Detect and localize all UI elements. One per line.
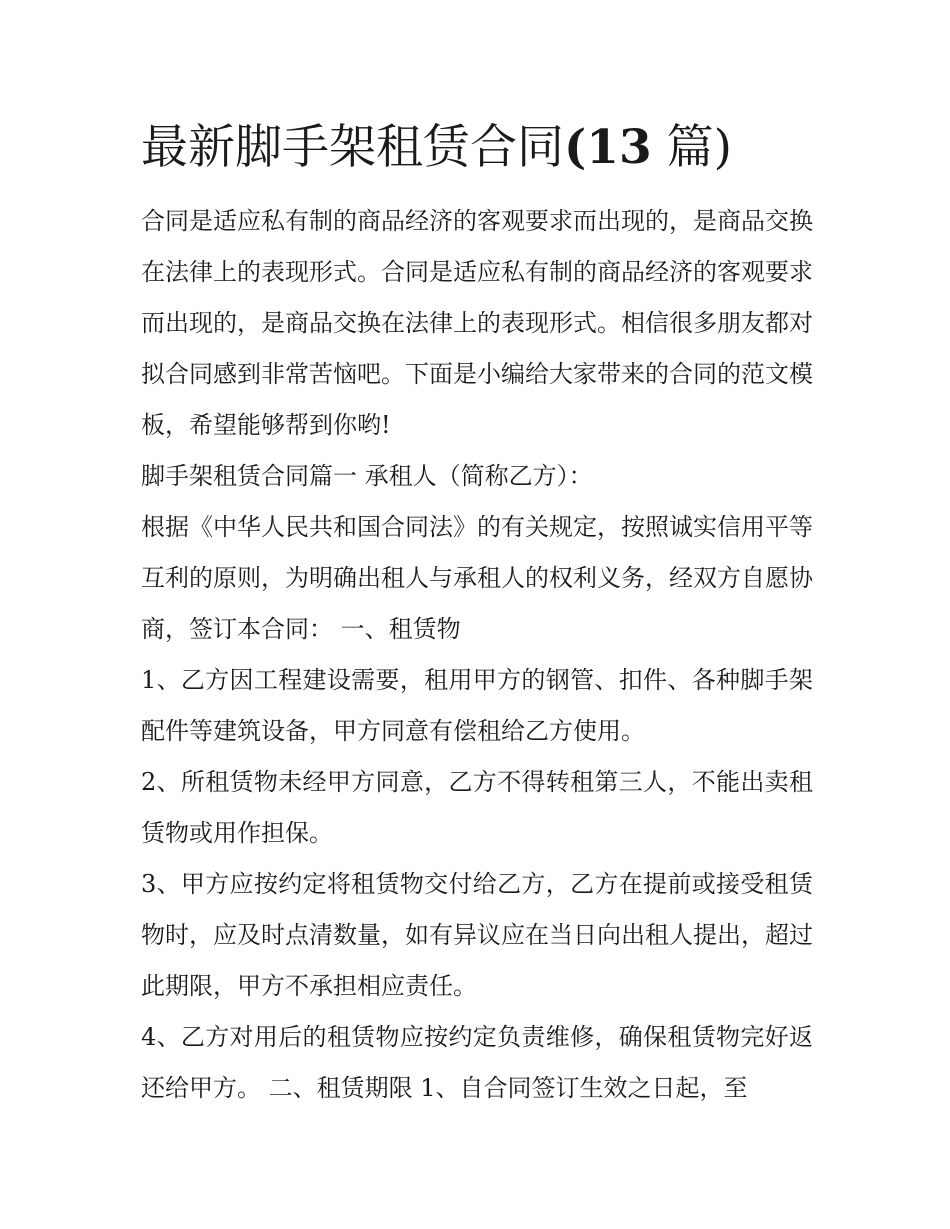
clause-3: 3、甲方应按约定将租赁物交付给乙方，乙方在提前或接受租赁物时，应及时点清数量，如有异议应在当日向出租人提出，超过此期限，甲方不承担相应责任。 [141,870,813,1000]
title-end: 篇) [651,120,732,175]
title-main: 最新脚手架租赁合同 [141,120,564,175]
clause-2: 2、所租赁物未经甲方同意，乙方不得转租第三人，不能出卖租赁物或用作担保。 [141,768,813,847]
document-body [141,196,813,1114]
document-page [141,112,813,1114]
clause-1: 1、乙方因工程建设需要，租用甲方的钢管、扣件、各种脚手架配件等建筑设备，甲方同意有偿租给乙方使用。 [141,666,813,745]
section-heading-part-one: 脚手架租赁合同篇一 承租人（简称乙方）： [141,462,593,490]
title-count: (13 [564,120,652,175]
intro-paragraph: 合同是适应私有制的商品经济的客观要求而出现的，是商品交换在法律上的表现形式。合同是适应私有制的商品经济的客观要求而出现的，是商品交换在法律上的表现形式。相信很多朋友都对拟合同感到非常苦恼吧。下面是小编给大家带来的合同的范文模板，希望能够帮到你哟! [141,207,813,439]
preamble-paragraph: 根据《中华人民共和国合同法》的有关规定，按照诚实信用平等互利的原则，为明确出租人与承租人的权利义务，经双方自愿协商，签订本合同： 一、租赁物 [141,513,813,643]
clause-4: 4、乙方对用后的租赁物应按约定负责维修，确保租赁物完好返还给甲方。 二、租赁期限 1、自合同签订生效之日起，至 [141,1023,813,1102]
document-title [141,112,813,184]
